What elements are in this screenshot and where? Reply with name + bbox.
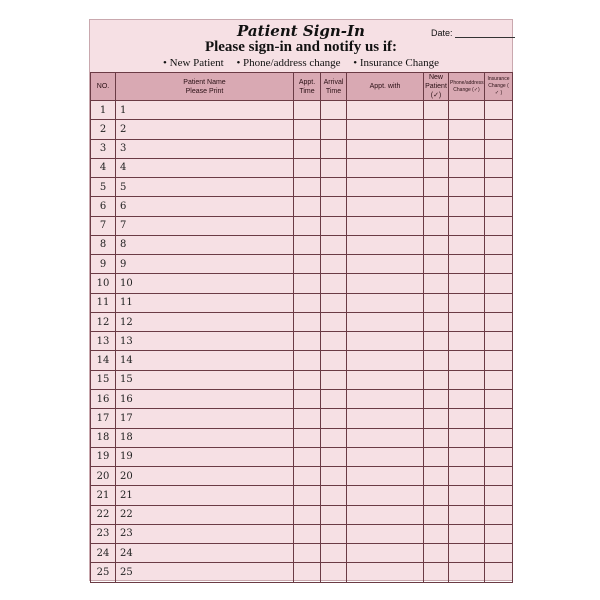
- entry-cell[interactable]: [347, 544, 424, 563]
- table-row: [91, 428, 513, 447]
- table-body: [91, 101, 513, 583]
- patient-name-cell[interactable]: 13: [116, 332, 294, 351]
- entry-cell[interactable]: [424, 255, 449, 274]
- entry-cell[interactable]: [485, 409, 513, 428]
- entry-cell[interactable]: [449, 332, 485, 351]
- entry-cell[interactable]: [449, 139, 485, 158]
- entry-cell[interactable]: [485, 428, 513, 447]
- entry-cell[interactable]: [347, 505, 424, 524]
- row-number: 14: [91, 351, 116, 370]
- entry-cell[interactable]: [347, 447, 424, 466]
- form-subtitle: Please sign-in and notify us if:: [204, 39, 398, 55]
- entry-cell[interactable]: [424, 178, 449, 197]
- entry-cell[interactable]: [347, 197, 424, 216]
- entry-cell[interactable]: [424, 101, 449, 120]
- entry-cell[interactable]: [424, 351, 449, 370]
- patient-name-cell[interactable]: 12: [116, 312, 294, 331]
- entry-cell[interactable]: [347, 524, 424, 543]
- patient-name-cell[interactable]: 24: [116, 544, 294, 563]
- patient-name-cell[interactable]: 1: [116, 101, 294, 120]
- entry-cell[interactable]: [449, 351, 485, 370]
- entry-cell[interactable]: [294, 544, 321, 563]
- entry-cell[interactable]: [347, 370, 424, 389]
- entry-cell[interactable]: [347, 312, 424, 331]
- sign-in-table: [90, 72, 513, 583]
- row-number: 22: [91, 505, 116, 524]
- entry-cell[interactable]: [424, 486, 449, 505]
- entry-cell[interactable]: [294, 505, 321, 524]
- entry-cell[interactable]: [424, 274, 449, 293]
- entry-cell[interactable]: [321, 486, 347, 505]
- entry-cell[interactable]: [321, 428, 347, 447]
- entry-cell[interactable]: [294, 235, 321, 254]
- entry-cell[interactable]: [294, 101, 321, 120]
- entry-cell[interactable]: [347, 486, 424, 505]
- row-number: 23: [91, 524, 116, 543]
- entry-cell[interactable]: [449, 467, 485, 486]
- entry-cell[interactable]: [485, 293, 513, 312]
- entry-cell[interactable]: [321, 101, 347, 120]
- entry-cell[interactable]: [449, 389, 485, 408]
- entry-cell[interactable]: [321, 332, 347, 351]
- entry-cell[interactable]: [347, 101, 424, 120]
- form-header: [90, 20, 512, 72]
- entry-cell[interactable]: [485, 255, 513, 274]
- entry-cell[interactable]: [449, 235, 485, 254]
- entry-cell[interactable]: [424, 524, 449, 543]
- table-row: [91, 158, 513, 177]
- table-row: [91, 544, 513, 563]
- entry-cell[interactable]: [347, 139, 424, 158]
- entry-cell[interactable]: [485, 120, 513, 139]
- entry-cell[interactable]: [321, 139, 347, 158]
- row-number: 15: [91, 370, 116, 389]
- row-number: 13: [91, 332, 116, 351]
- row-number: 12: [91, 312, 116, 331]
- entry-cell[interactable]: [485, 235, 513, 254]
- entry-cell[interactable]: [294, 332, 321, 351]
- entry-cell[interactable]: [294, 447, 321, 466]
- entry-cell[interactable]: [449, 544, 485, 563]
- date-field[interactable]: [431, 28, 515, 38]
- date-line[interactable]: [455, 28, 515, 38]
- entry-cell[interactable]: [485, 505, 513, 524]
- table-row: [91, 178, 513, 197]
- entry-cell[interactable]: [321, 447, 347, 466]
- patient-name-cell[interactable]: 10: [116, 274, 294, 293]
- table-row: [91, 505, 513, 524]
- entry-cell[interactable]: [449, 524, 485, 543]
- entry-cell[interactable]: [294, 389, 321, 408]
- entry-cell[interactable]: [321, 158, 347, 177]
- entry-cell[interactable]: [294, 351, 321, 370]
- entry-cell[interactable]: [449, 255, 485, 274]
- entry-cell[interactable]: [347, 409, 424, 428]
- column-header: Phone/address Change (✓): [449, 73, 485, 101]
- patient-name-cell[interactable]: 9: [116, 255, 294, 274]
- table-row: [91, 524, 513, 543]
- entry-cell[interactable]: [485, 370, 513, 389]
- entry-cell[interactable]: [485, 486, 513, 505]
- entry-cell[interactable]: [294, 158, 321, 177]
- patient-name-cell[interactable]: 11: [116, 293, 294, 312]
- entry-cell[interactable]: [321, 389, 347, 408]
- table-row: [91, 409, 513, 428]
- table-row: [91, 120, 513, 139]
- entry-cell[interactable]: [347, 178, 424, 197]
- entry-cell[interactable]: [294, 120, 321, 139]
- entry-cell[interactable]: [294, 139, 321, 158]
- entry-cell[interactable]: [424, 197, 449, 216]
- patient-name-cell[interactable]: 20: [116, 467, 294, 486]
- entry-cell[interactable]: [449, 274, 485, 293]
- entry-cell[interactable]: [347, 467, 424, 486]
- row-number: 9: [91, 255, 116, 274]
- entry-cell[interactable]: [294, 312, 321, 331]
- notify-insurance: • Insurance Change: [353, 57, 439, 69]
- entry-cell[interactable]: [347, 216, 424, 235]
- entry-cell[interactable]: [449, 486, 485, 505]
- entry-cell[interactable]: [321, 370, 347, 389]
- patient-name-cell[interactable]: 7: [116, 216, 294, 235]
- row-number: 24: [91, 544, 116, 563]
- entry-cell[interactable]: [424, 370, 449, 389]
- entry-cell[interactable]: [321, 293, 347, 312]
- entry-cell[interactable]: [449, 505, 485, 524]
- entry-cell[interactable]: [485, 274, 513, 293]
- entry-cell[interactable]: [294, 293, 321, 312]
- entry-cell[interactable]: [347, 158, 424, 177]
- entry-cell[interactable]: [485, 563, 513, 582]
- row-number: 10: [91, 274, 116, 293]
- table-row: [91, 312, 513, 331]
- entry-cell[interactable]: [424, 216, 449, 235]
- table-row: [91, 486, 513, 505]
- entry-cell[interactable]: [485, 101, 513, 120]
- table-row: [91, 274, 513, 293]
- entry-cell[interactable]: [321, 351, 347, 370]
- entry-cell[interactable]: [321, 524, 347, 543]
- entry-cell[interactable]: [449, 312, 485, 331]
- entry-cell[interactable]: [294, 524, 321, 543]
- column-header: New Patient (✓): [425, 74, 447, 99]
- entry-cell[interactable]: [485, 312, 513, 331]
- entry-cell[interactable]: [424, 447, 449, 466]
- patient-name-cell[interactable]: 14: [116, 351, 294, 370]
- patient-name-cell[interactable]: 22: [116, 505, 294, 524]
- row-number: 21: [91, 486, 116, 505]
- entry-cell[interactable]: [485, 447, 513, 466]
- entry-cell[interactable]: [347, 255, 424, 274]
- row-number: 3: [91, 139, 116, 158]
- column-header: Arrival Time: [321, 73, 347, 101]
- entry-cell[interactable]: [449, 101, 485, 120]
- entry-cell[interactable]: [485, 351, 513, 370]
- entry-cell[interactable]: [347, 293, 424, 312]
- sign-in-sheet: [89, 19, 513, 581]
- entry-cell[interactable]: [321, 274, 347, 293]
- patient-name-cell[interactable]: 4: [116, 158, 294, 177]
- entry-cell[interactable]: [294, 216, 321, 235]
- entry-cell[interactable]: [449, 447, 485, 466]
- entry-cell[interactable]: [449, 563, 485, 582]
- row-number: 17: [91, 409, 116, 428]
- row-number: 18: [91, 428, 116, 447]
- entry-cell[interactable]: [449, 370, 485, 389]
- entry-cell[interactable]: [449, 178, 485, 197]
- column-header: Insurance Change ( ✓ ): [485, 73, 513, 101]
- entry-cell[interactable]: [321, 505, 347, 524]
- entry-cell[interactable]: [294, 467, 321, 486]
- notify-phone-address: • Phone/address change: [236, 57, 341, 69]
- row-number: 4: [91, 158, 116, 177]
- entry-cell[interactable]: [449, 293, 485, 312]
- table-row: [91, 139, 513, 158]
- entry-cell[interactable]: [485, 158, 513, 177]
- entry-cell[interactable]: [321, 544, 347, 563]
- entry-cell[interactable]: [424, 158, 449, 177]
- entry-cell[interactable]: [485, 139, 513, 158]
- column-header: Patient Name Please Print: [116, 73, 294, 101]
- entry-cell[interactable]: [294, 409, 321, 428]
- patient-name-cell[interactable]: 8: [116, 235, 294, 254]
- entry-cell[interactable]: [321, 178, 347, 197]
- entry-cell[interactable]: [449, 197, 485, 216]
- row-number: 8: [91, 235, 116, 254]
- entry-cell[interactable]: [485, 332, 513, 351]
- row-number: 5: [91, 178, 116, 197]
- entry-cell[interactable]: [424, 409, 449, 428]
- table-row: [91, 216, 513, 235]
- entry-cell[interactable]: [424, 428, 449, 447]
- patient-name-cell[interactable]: 21: [116, 486, 294, 505]
- entry-cell[interactable]: [485, 544, 513, 563]
- entry-cell[interactable]: [485, 197, 513, 216]
- date-label: Date:: [431, 28, 453, 38]
- entry-cell[interactable]: [449, 409, 485, 428]
- entry-cell[interactable]: [294, 255, 321, 274]
- entry-cell[interactable]: [294, 486, 321, 505]
- table-row: [91, 332, 513, 351]
- row-number: 19: [91, 447, 116, 466]
- row-number: 16: [91, 389, 116, 408]
- entry-cell[interactable]: [321, 235, 347, 254]
- entry-cell[interactable]: [321, 467, 347, 486]
- entry-cell[interactable]: [424, 139, 449, 158]
- entry-cell[interactable]: [321, 312, 347, 331]
- table-row: [91, 235, 513, 254]
- entry-cell[interactable]: [294, 370, 321, 389]
- entry-cell[interactable]: [424, 293, 449, 312]
- row-number: 1: [91, 101, 116, 120]
- entry-cell[interactable]: [294, 563, 321, 582]
- entry-cell[interactable]: [347, 332, 424, 351]
- entry-cell[interactable]: [424, 563, 449, 582]
- entry-cell[interactable]: [347, 120, 424, 139]
- patient-name-cell[interactable]: 19: [116, 447, 294, 466]
- entry-cell[interactable]: [294, 274, 321, 293]
- patient-name-cell[interactable]: 18: [116, 428, 294, 447]
- row-number: 6: [91, 197, 116, 216]
- column-header: NO.: [91, 73, 116, 101]
- entry-cell[interactable]: [321, 216, 347, 235]
- patient-name-cell[interactable]: 23: [116, 524, 294, 543]
- table-row: [91, 467, 513, 486]
- entry-cell[interactable]: [321, 197, 347, 216]
- entry-cell[interactable]: [424, 312, 449, 331]
- entry-cell[interactable]: [347, 235, 424, 254]
- table-header-row: [91, 73, 513, 101]
- table-row: [91, 255, 513, 274]
- table-row: [91, 563, 513, 582]
- entry-cell[interactable]: [424, 467, 449, 486]
- table-row: [91, 389, 513, 408]
- row-number: 7: [91, 216, 116, 235]
- entry-cell[interactable]: [294, 178, 321, 197]
- table-row: [91, 370, 513, 389]
- entry-cell[interactable]: [485, 524, 513, 543]
- patient-name-cell[interactable]: 17: [116, 409, 294, 428]
- patient-name-cell[interactable]: 16: [116, 389, 294, 408]
- row-number: 11: [91, 293, 116, 312]
- table-row: [91, 447, 513, 466]
- row-number: 25: [91, 563, 116, 582]
- entry-cell[interactable]: [424, 332, 449, 351]
- column-header: Appt. with: [347, 73, 424, 101]
- entry-cell[interactable]: [424, 120, 449, 139]
- table-row: [91, 293, 513, 312]
- entry-cell[interactable]: [449, 158, 485, 177]
- entry-cell[interactable]: [347, 428, 424, 447]
- entry-cell[interactable]: [321, 563, 347, 582]
- patient-name-cell[interactable]: 15: [116, 370, 294, 389]
- row-number: 2: [91, 120, 116, 139]
- entry-cell[interactable]: [321, 120, 347, 139]
- column-header: Appt. Time: [294, 73, 321, 101]
- notify-new-patient: • New Patient: [163, 57, 224, 69]
- patient-name-cell[interactable]: 6: [116, 197, 294, 216]
- patient-name-cell[interactable]: 5: [116, 178, 294, 197]
- entry-cell[interactable]: [424, 389, 449, 408]
- entry-cell[interactable]: [485, 216, 513, 235]
- entry-cell[interactable]: [485, 467, 513, 486]
- entry-cell[interactable]: [347, 389, 424, 408]
- patient-name-cell[interactable]: 3: [116, 139, 294, 158]
- table-row: [91, 101, 513, 120]
- entry-cell[interactable]: [424, 544, 449, 563]
- entry-cell[interactable]: [424, 235, 449, 254]
- patient-name-cell[interactable]: 25: [116, 563, 294, 582]
- entry-cell[interactable]: [449, 120, 485, 139]
- entry-cell[interactable]: [449, 216, 485, 235]
- entry-cell[interactable]: [294, 197, 321, 216]
- form-title: Patient Sign-In: [237, 22, 365, 40]
- entry-cell[interactable]: [449, 428, 485, 447]
- entry-cell[interactable]: [424, 505, 449, 524]
- entry-cell[interactable]: [294, 428, 321, 447]
- entry-cell[interactable]: [347, 563, 424, 582]
- table-row: [91, 351, 513, 370]
- entry-cell[interactable]: [347, 351, 424, 370]
- patient-name-cell[interactable]: 2: [116, 120, 294, 139]
- entry-cell[interactable]: [347, 274, 424, 293]
- entry-cell[interactable]: [321, 409, 347, 428]
- entry-cell[interactable]: [321, 255, 347, 274]
- row-number: 20: [91, 467, 116, 486]
- notify-list: [90, 57, 512, 69]
- table-row: [91, 197, 513, 216]
- entry-cell[interactable]: [485, 178, 513, 197]
- entry-cell[interactable]: [485, 389, 513, 408]
